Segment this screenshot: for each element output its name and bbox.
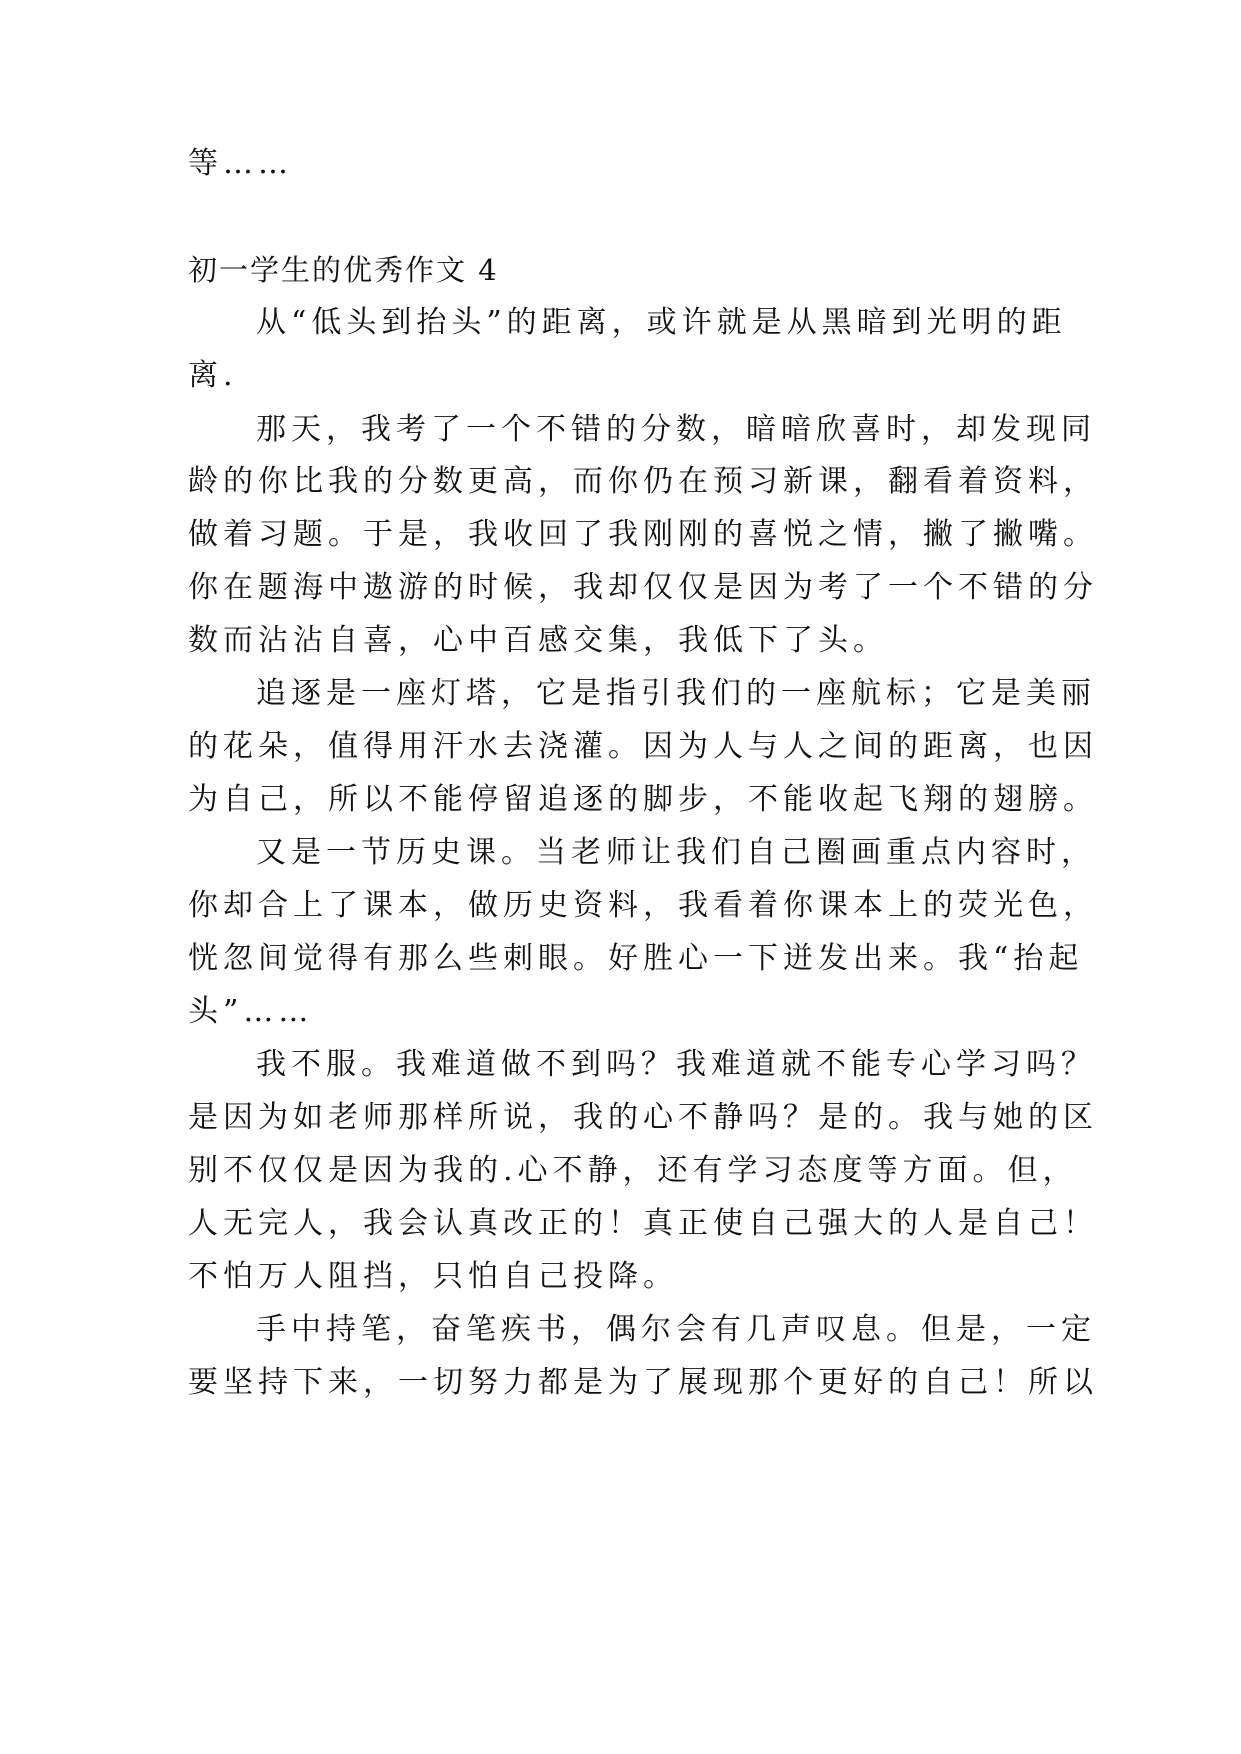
paragraph-4-line-1: 又是一节历史课。当老师让我们自己圈画重点内容时，: [256, 835, 1096, 870]
paragraph-3-line-2: 的花朵，值得用汗水去浇灌。因为人与人之间的距离，也因: [188, 729, 1098, 764]
paragraph-5-line-5: 不怕万人阻挡，只怕自己投降。: [188, 1259, 678, 1294]
paragraph-6-line-2: 要坚持下来，一切努力都是为了展现那个更好的自己！所以: [188, 1365, 1098, 1400]
paragraph-2-line-4: 你在题海中遨游的时候，我却仅仅是因为考了一个不错的分: [188, 570, 1098, 605]
paragraph-4-line-3: 恍忽间觉得有那么些刺眼。好胜心一下迸发出来。我“抬起: [188, 941, 1084, 976]
paragraph-6-line-1: 手中持笔，奋笔疾书，偶尔会有几声叹息。但是，一定: [256, 1312, 1096, 1347]
paragraph-5-line-1: 我不服。我难道做不到吗？我难道就不能专心学习吗？: [256, 1047, 1096, 1082]
paragraph-2-line-2: 龄的你比我的分数更高，而你仍在预习新课，翻看着资料，: [188, 464, 1098, 499]
paragraph-1-line-2: 离.: [188, 358, 238, 393]
paragraph-4-line-4: 头”……: [188, 994, 314, 1029]
essay-title: 初一学生的优秀作文 4: [188, 253, 499, 287]
text-line-continuation: 等……: [188, 146, 293, 181]
paragraph-2-line-1: 那天，我考了一个不错的分数，暗暗欣喜时，却发现同: [256, 412, 1096, 447]
paragraph-2-line-5: 数而沾沾自喜，心中百感交集，我低下了头。: [188, 623, 888, 658]
paragraph-5-line-3: 别不仅仅是因为我的.心不静，还有学习态度等方面。但，: [188, 1153, 1078, 1188]
paragraph-1-line-1: 从“低头到抬头”的距离，或许就是从黑暗到光明的距: [256, 305, 1067, 340]
paragraph-2-line-3: 做着习题。于是，我收回了我刚刚的喜悦之情，撇了撇嘴。: [188, 517, 1098, 552]
paragraph-3-line-1: 追逐是一座灯塔，它是指引我们的一座航标；它是美丽: [256, 676, 1096, 711]
paragraph-5-line-2: 是因为如老师那样所说，我的心不静吗？是的。我与她的区: [188, 1100, 1098, 1135]
paragraph-3-line-3: 为自己，所以不能停留追逐的脚步，不能收起飞翔的翅膀。: [188, 782, 1098, 817]
paragraph-5-line-4: 人无完人，我会认真改正的！真正使自己强大的人是自己！: [188, 1206, 1098, 1241]
paragraph-4-line-2: 你却合上了课本，做历史资料，我看着你课本上的荧光色，: [188, 888, 1098, 923]
